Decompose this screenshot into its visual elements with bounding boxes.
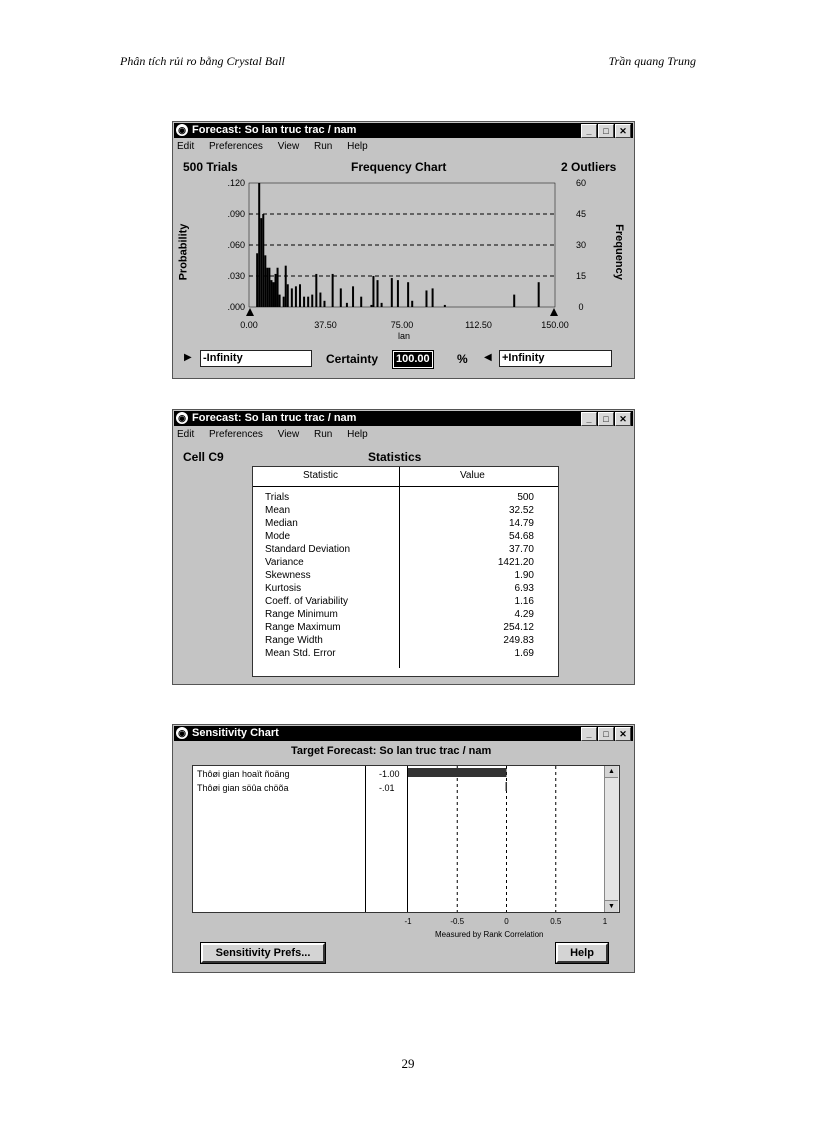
stat-value: 32.52 xyxy=(508,505,534,516)
x-tick-label: 37.50 xyxy=(314,320,337,330)
close-icon[interactable]: ✕ xyxy=(615,727,631,741)
sensitivity-chart xyxy=(173,725,635,973)
bar xyxy=(277,268,279,307)
header-right-text: Trần quang Trung xyxy=(608,54,696,68)
stat-value: 249.83 xyxy=(503,635,534,646)
x-tick-label: 112.50 xyxy=(465,320,492,330)
sensitivity-bar xyxy=(408,768,507,777)
menu-view[interactable]: View xyxy=(277,429,300,440)
stat-row xyxy=(253,608,558,621)
stat-name: Mean xyxy=(265,505,291,516)
right-arrow-icon[interactable]: ◀ xyxy=(484,352,492,363)
statistics-window xyxy=(172,409,635,685)
stat-row xyxy=(253,582,558,595)
stat-name: Range Width xyxy=(265,635,323,646)
bar xyxy=(262,214,264,307)
window-title: Forecast: So lan truc trac / nam xyxy=(192,412,357,424)
statistics-heading: Statistics xyxy=(368,450,422,464)
certainty-label: Certainty xyxy=(326,352,379,366)
maximize-icon[interactable]: □ xyxy=(598,412,614,426)
maximize-icon[interactable]: □ xyxy=(598,727,614,741)
bar xyxy=(432,288,434,307)
y2-tick-label: 0 xyxy=(578,302,584,312)
minimize-icon[interactable]: _ xyxy=(581,727,597,741)
y2-tick-label: 15 xyxy=(575,271,587,281)
stat-name: Skewness xyxy=(265,570,311,581)
sensitivity-item-label: Thôøi gian hoaït ñoäng xyxy=(197,769,290,779)
bar xyxy=(319,293,321,307)
bar xyxy=(381,303,383,307)
y-tick-label: .030 xyxy=(227,271,245,281)
stat-name: Range Minimum xyxy=(265,609,338,620)
x-tick-label: -1 xyxy=(404,917,412,926)
bar xyxy=(275,274,277,307)
x-tick-label: 1 xyxy=(602,917,608,926)
titlebar[interactable] xyxy=(174,411,633,426)
stat-name: Median xyxy=(265,518,298,529)
stat-value: 14.79 xyxy=(508,518,534,529)
chart-title: Frequency Chart xyxy=(351,160,447,174)
trials-count: 500 Trials xyxy=(183,160,238,174)
header-divider xyxy=(253,486,558,487)
bar xyxy=(260,218,262,307)
stat-row xyxy=(253,647,558,660)
bar xyxy=(283,297,285,307)
minimize-icon[interactable]: _ xyxy=(581,124,597,138)
column-header-value: Value xyxy=(460,470,485,481)
stat-row xyxy=(253,621,558,634)
stat-row xyxy=(253,634,558,647)
stat-value: 1.16 xyxy=(514,596,534,607)
bar xyxy=(307,297,309,307)
bar xyxy=(346,303,348,307)
right-range-input[interactable]: +Infinity xyxy=(499,350,612,367)
x-tick-label: 0.00 xyxy=(240,320,258,330)
stat-name: Variance xyxy=(265,557,304,568)
window-title: Forecast: So lan truc trac / nam xyxy=(192,124,357,136)
bar xyxy=(315,274,317,307)
bar xyxy=(285,266,287,307)
probability-axis-label: Probability xyxy=(177,223,190,281)
stat-value: 500 xyxy=(517,492,534,503)
stat-value: 6.93 xyxy=(514,583,534,594)
bar xyxy=(332,274,334,307)
stat-value: 37.70 xyxy=(508,544,534,555)
bar xyxy=(360,297,362,307)
menu-run[interactable]: Run xyxy=(314,429,333,440)
window-title: Sensitivity Chart xyxy=(192,727,279,739)
y-tick-label: .120 xyxy=(227,178,245,188)
bar xyxy=(266,268,268,307)
bar xyxy=(391,278,393,307)
stat-row xyxy=(253,569,558,582)
menu-help[interactable]: Help xyxy=(347,429,368,440)
x-axis-label: Measured by Rank Correlation xyxy=(435,930,544,939)
x-tick-label: 150.00 xyxy=(541,320,569,330)
stat-value: 1.69 xyxy=(514,648,534,659)
stat-name: Trials xyxy=(265,492,290,503)
stat-row xyxy=(253,556,558,569)
sensitivity-item-label: Thôøi gian söûa chöõa xyxy=(197,783,289,793)
y2-tick-label: 45 xyxy=(575,209,587,219)
x-tick-label: 0 xyxy=(504,917,509,926)
forecast-chart-window xyxy=(172,121,635,379)
bar xyxy=(323,301,325,307)
bar xyxy=(411,301,413,307)
y-tick-label: .060 xyxy=(227,240,245,250)
menu-run[interactable]: Run xyxy=(314,141,333,152)
bar xyxy=(303,297,305,307)
stat-name: Range Maximum xyxy=(265,622,341,633)
stat-row xyxy=(253,517,558,530)
bar xyxy=(377,280,379,307)
bar xyxy=(272,282,274,307)
x-ticks xyxy=(240,320,569,330)
app-icon: ◉ xyxy=(176,412,188,424)
y-tick-label: .090 xyxy=(227,209,245,219)
stat-name: Coeff. of Variability xyxy=(265,596,349,607)
app-icon: ◉ xyxy=(176,124,188,136)
outliers-count: 2 Outliers xyxy=(561,160,617,174)
x-ticks xyxy=(404,917,607,926)
certainty-input[interactable]: 100.00 xyxy=(393,351,433,368)
stat-name: Mode xyxy=(265,531,291,542)
menu-view[interactable]: View xyxy=(277,141,300,152)
sensitivity-item-value: -.01 xyxy=(379,783,395,793)
target-forecast-label: Target Forecast: So lan truc trac / nam xyxy=(291,745,492,757)
y-tick-label: .000 xyxy=(227,302,245,312)
stat-row xyxy=(253,530,558,543)
bar xyxy=(370,305,372,307)
bar xyxy=(279,295,281,307)
stat-value: 54.68 xyxy=(508,531,534,542)
minimize-icon[interactable]: _ xyxy=(581,412,597,426)
bar xyxy=(264,255,266,307)
menu-preferences[interactable]: Preferences xyxy=(209,141,263,152)
menu-bar xyxy=(177,428,380,441)
left-arrow-icon[interactable]: ▶ xyxy=(184,352,192,363)
page-header xyxy=(120,54,696,70)
y2-tick-label: 30 xyxy=(575,240,587,250)
menu-edit[interactable]: Edit xyxy=(177,141,195,152)
stat-value: 1.90 xyxy=(514,570,534,581)
bar xyxy=(425,290,427,307)
bar xyxy=(270,280,272,307)
maximize-icon[interactable]: □ xyxy=(598,124,614,138)
stat-row xyxy=(253,543,558,556)
stat-name: Mean Std. Error xyxy=(265,648,336,659)
stat-name: Standard Deviation xyxy=(265,544,351,555)
bar xyxy=(287,284,289,307)
help-button[interactable]: Help xyxy=(556,943,608,963)
left-range-input[interactable]: -Infinity xyxy=(200,350,312,367)
column-header-statistic: Statistic xyxy=(303,470,339,481)
scroll-down-icon[interactable]: ▼ xyxy=(605,900,618,912)
scroll-up-icon[interactable]: ▲ xyxy=(605,766,618,778)
stat-value: 254.12 xyxy=(503,622,534,633)
stat-row xyxy=(253,595,558,608)
bar xyxy=(340,288,342,307)
x-tick-label: 75.00 xyxy=(390,320,414,330)
bar xyxy=(397,280,399,307)
x-tick-label: -0.5 xyxy=(450,917,465,926)
sensitivity-window xyxy=(172,724,635,973)
bar xyxy=(444,305,446,307)
bar xyxy=(256,253,258,307)
bar xyxy=(291,288,293,307)
stat-name: Kurtosis xyxy=(265,583,302,594)
header-left-text: Phân tích rủi ro bằng Crystal Ball xyxy=(120,54,285,68)
bar xyxy=(268,268,270,307)
stat-row xyxy=(253,491,558,504)
stat-value: 4.29 xyxy=(514,609,534,620)
grid-lines xyxy=(249,214,555,276)
menu-help[interactable]: Help xyxy=(347,141,368,152)
close-icon[interactable]: ✕ xyxy=(615,124,631,138)
app-icon: ◉ xyxy=(176,727,188,739)
x-tick-label: 0.5 xyxy=(550,917,562,926)
percent-sign: % xyxy=(457,352,468,366)
left-grab-marker[interactable] xyxy=(246,308,254,316)
menu-preferences[interactable]: Preferences xyxy=(209,429,263,440)
bar xyxy=(311,295,313,307)
right-grab-marker[interactable] xyxy=(550,308,558,316)
bar xyxy=(299,284,301,307)
page-number: 29 xyxy=(401,1056,415,1071)
y2-tick-label: 60 xyxy=(575,178,587,188)
close-icon[interactable]: ✕ xyxy=(615,412,631,426)
stat-row xyxy=(253,504,558,517)
stat-value: 1421.20 xyxy=(497,557,534,568)
bar xyxy=(295,286,297,307)
menu-edit[interactable]: Edit xyxy=(177,429,195,440)
frequency-axis-label: Frequency xyxy=(612,224,625,280)
statistics-table xyxy=(252,466,559,677)
bar xyxy=(372,276,374,307)
cell-reference: Cell C9 xyxy=(183,450,224,464)
sensitivity-item-value: -1.00 xyxy=(379,769,400,779)
x-axis-label: lan xyxy=(398,331,411,341)
bar xyxy=(352,286,354,307)
bar xyxy=(258,183,260,307)
sensitivity-prefs-button[interactable]: Sensitivity Prefs... xyxy=(201,943,325,963)
bar xyxy=(407,282,409,307)
bar xyxy=(538,282,540,307)
sensitivity-bar xyxy=(506,782,508,791)
bar xyxy=(513,295,515,307)
